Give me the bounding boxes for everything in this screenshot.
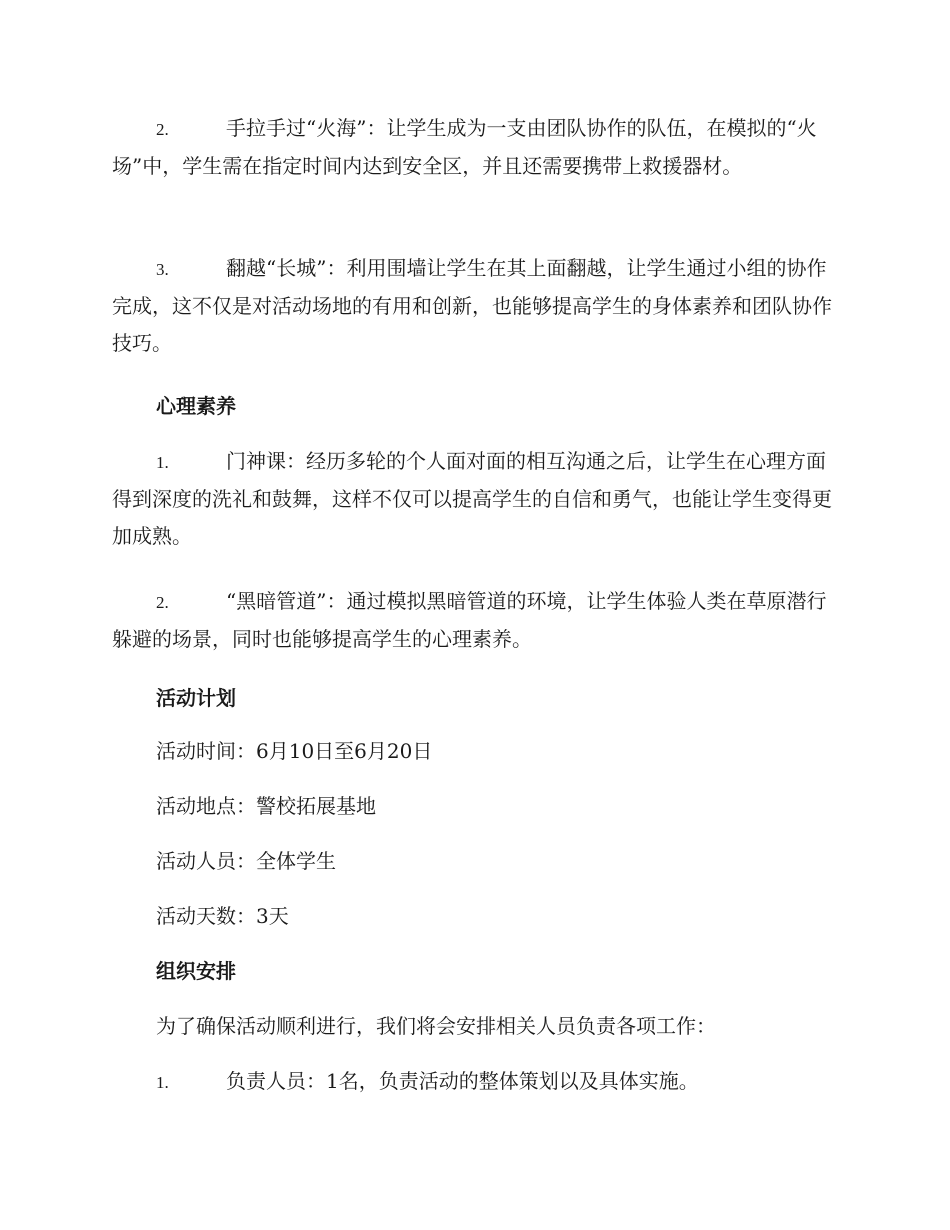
section-heading-psych: 心理素养 <box>156 394 236 418</box>
list-item-text: 翻越“长城”：利用围墙让学生在其上面翻越，让学生通过小组的协作完成，这不仅是对活动场地的有用和创新，也能够提高学生的身体素养和团队协作技巧。 <box>112 256 832 355</box>
plan-time: 活动时间：6月10日至6月20日 <box>156 739 433 763</box>
list-number: 1. <box>156 453 169 472</box>
list-number: 3. <box>156 260 169 279</box>
list-item-text: 门神课：经历多轮的个人面对面的相互沟通之后，让学生在心理方面得到深度的洗礼和鼓舞，这样不仅可以提高学生的自信和勇气，也能让学生变得更加成熟。 <box>112 449 832 548</box>
list-item-door-god <box>112 443 837 555</box>
section-heading-org: 组织安排 <box>156 959 236 983</box>
list-number: 1. <box>156 1073 169 1092</box>
org-intro: 为了确保活动顺利进行，我们将会安排相关人员负责各项工作： <box>156 1014 716 1038</box>
list-item-great-wall <box>112 250 837 362</box>
plan-place: 活动地点：警校拓展基地 <box>156 794 376 818</box>
list-item-text: 手拉手过“火海”：让学生成为一支由团队协作的队伍，在模拟的“火场”中，学生需在指定时间内达到安全区，并且还需要携带上救援器材。 <box>112 116 817 178</box>
list-item-dark-pipe <box>112 583 837 658</box>
list-number: 2. <box>156 120 169 139</box>
list-item-fire-sea <box>112 110 837 185</box>
list-item-text: “黑暗管道”：通过模拟黑暗管道的环境，让学生体验人类在草原潜行躲避的场景，同时也能够提高学生的心理素养。 <box>112 589 827 651</box>
plan-days: 活动天数：3天 <box>156 904 289 928</box>
list-item-leader <box>112 1063 837 1101</box>
list-number: 2. <box>156 593 169 612</box>
plan-people: 活动人员：全体学生 <box>156 849 336 873</box>
list-item-text: 负责人员：1名，负责活动的整体策划以及具体实施。 <box>226 1069 699 1093</box>
section-heading-plan: 活动计划 <box>156 686 236 710</box>
